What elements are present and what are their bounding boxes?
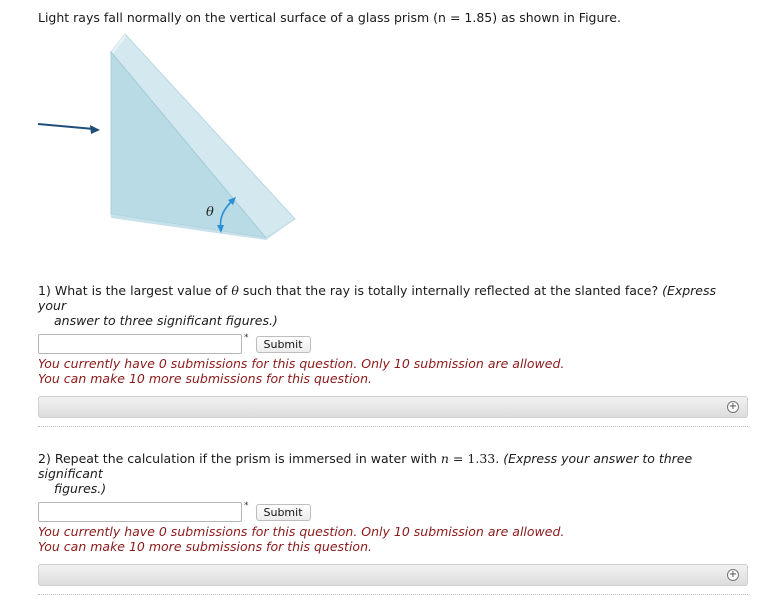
question-1-instruction-a: (Express your: [38, 283, 717, 313]
question-2-status-line-2: You can make 10 more submissions for this question.: [38, 539, 372, 554]
question-1-answer-input[interactable]: [38, 334, 242, 354]
question-1-number: 1): [38, 283, 51, 298]
plus-circle-icon[interactable]: +: [728, 401, 738, 412]
question-2-required-marker: *: [244, 501, 249, 511]
question-1-status-line-1: You currently have 0 submissions for this question. Only 10 submission are allowed.: [38, 356, 565, 371]
question-1-text-after: such that the ray is totally internally reflected at the slanted face?: [242, 283, 659, 298]
question-2-answer-row: [38, 500, 311, 524]
problem-intro: Light rays fall normally on the vertical surface of a glass prism (n = 1.85) as shown in Figure.: [38, 10, 621, 25]
question-1-required-marker: *: [244, 333, 249, 343]
question-2-text: [38, 451, 738, 496]
plus-circle-icon[interactable]: +: [728, 569, 738, 580]
question-1-status: [38, 356, 564, 386]
question-2-n-symbol: n: [440, 451, 449, 466]
question-1-status-line-2: You can make 10 more submissions for this question.: [38, 371, 372, 386]
ray-arrowhead-icon: [90, 125, 100, 134]
question-2-instruction-a: (Express your answer to three significant: [38, 451, 693, 481]
question-2-text-before: Repeat the calculation if the prism is immersed in water with: [54, 451, 437, 466]
question-2-status: [38, 524, 564, 554]
incident-ray: [38, 124, 94, 129]
question-2-separator: [38, 594, 748, 595]
question-2-instruction-b: figures.): [54, 481, 107, 496]
question-1-instruction-b: answer to three significant figures.): [54, 313, 278, 328]
question-2-hint-bar[interactable]: [38, 564, 748, 586]
question-2-answer-input[interactable]: [38, 502, 242, 522]
prism-front-face: [111, 52, 266, 238]
question-1-hint-bar[interactable]: [38, 396, 748, 418]
question-1-submit-button[interactable]: Submit: [256, 336, 311, 353]
question-2-equals: =: [452, 451, 464, 466]
question-2-status-line-1: You currently have 0 submissions for this question. Only 10 submission are allowed.: [38, 524, 565, 539]
prism-figure: [30, 28, 320, 248]
question-2-number: 2): [38, 451, 51, 466]
question-1-text: [38, 283, 738, 328]
question-1-separator: [38, 426, 748, 427]
question-2-submit-button[interactable]: Submit: [256, 504, 311, 521]
question-1-answer-row: [38, 332, 311, 356]
theta-label: θ: [206, 205, 214, 220]
question-2-n-value: 1.33.: [467, 451, 500, 466]
question-1-text-before: What is the largest value of: [54, 283, 228, 298]
question-1-theta: θ: [231, 283, 239, 298]
